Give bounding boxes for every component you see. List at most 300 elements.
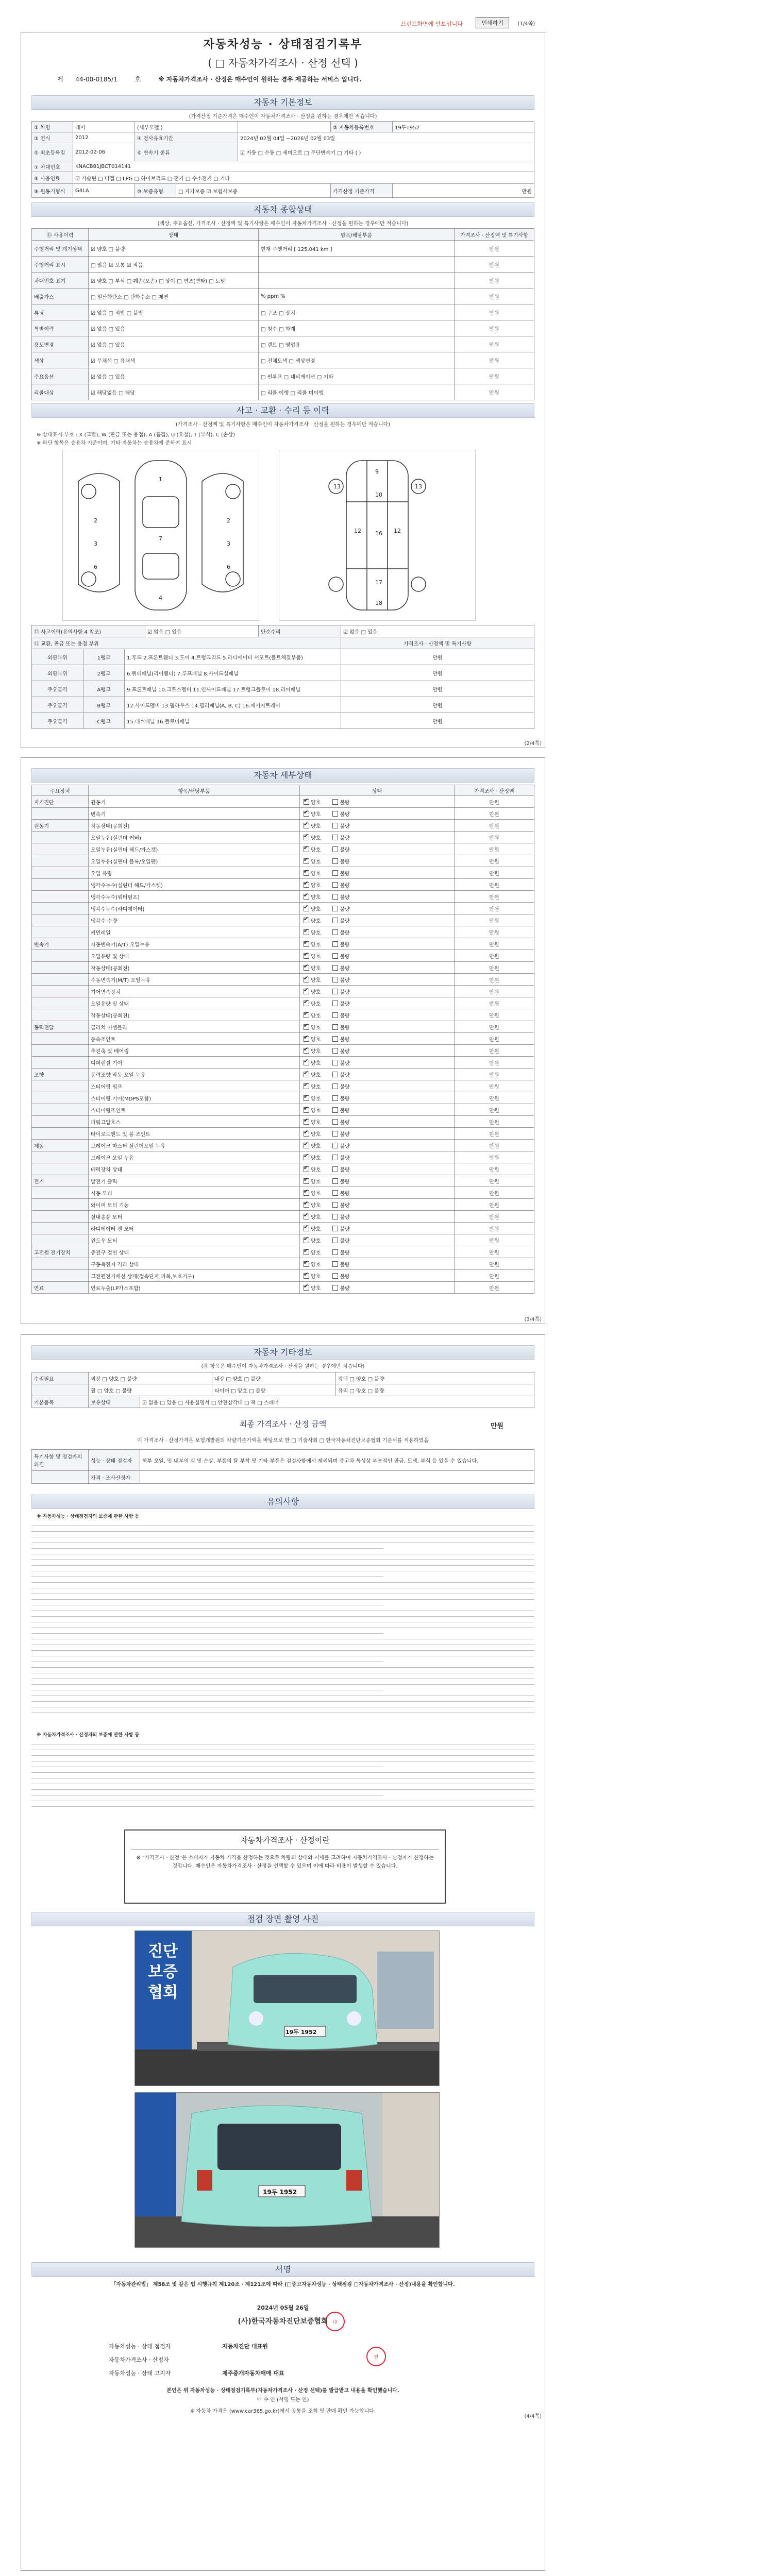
checkbox-good-icon xyxy=(304,835,309,840)
checkbox-bad-icon xyxy=(332,870,338,876)
checkbox-good-icon xyxy=(304,977,309,982)
table-row xyxy=(32,938,534,950)
checkbox-bad-icon xyxy=(332,1095,338,1101)
state-good-label: 양호 xyxy=(311,1108,321,1114)
detail-item-price: 만원 xyxy=(455,891,534,902)
checkbox-good-icon xyxy=(304,1238,309,1243)
detail-item-price: 만원 xyxy=(455,1021,534,1032)
document-title: 자동차성능 · 상태점검기록부 xyxy=(203,38,363,51)
print-note: 프린트화면에 안보입니다 xyxy=(400,21,463,27)
detail-item-price: 만원 xyxy=(455,796,534,807)
checkbox-bad-icon xyxy=(332,835,338,840)
detail-item-price: 만원 xyxy=(455,867,534,878)
detail-item-label: 오일누유(실린더 블록/오일팬) xyxy=(89,855,300,867)
detail-item-state xyxy=(300,1057,455,1068)
general-item-state: ☑ 없음 □ 있음 xyxy=(89,336,259,352)
sign-law-text: 「자동차관리법」 제58조 및 같은 법 시행규칙 제120조 · 제121조에 따라 (□중고자동차성능 · 상태점검 □자동차가격조사 · 산정)내용을 확인합니다. xyxy=(111,2282,455,2287)
table-row xyxy=(32,384,534,400)
table-row xyxy=(32,1223,534,1234)
detail-item-label: 자동변속기(A/T) 오일누유 xyxy=(89,938,300,950)
rank-parts: 12.사이드멤버 13.휠하우스 14.필러패널(A, B, C) 16.패키지트레이 xyxy=(125,697,341,713)
checkbox-bad-icon xyxy=(332,1048,338,1054)
state-bad-label: 불량 xyxy=(340,894,350,901)
detail-item-label: 고전원전기배선 상태(접속단자,피복,보호기구) xyxy=(89,1270,300,1281)
state-bad-label: 불량 xyxy=(340,1084,350,1090)
checkbox-bad-icon xyxy=(332,1202,338,1208)
sign-table xyxy=(109,2340,397,2380)
detail-item-state xyxy=(300,1116,455,1127)
basic-info-table xyxy=(31,121,534,198)
notice-title: 유의사항 xyxy=(31,1495,534,1509)
sign-role: 자동차성능 · 상태 점검자 xyxy=(109,2343,171,2350)
general-item-label: 주행거리 표시 xyxy=(32,257,89,272)
detail-group-label xyxy=(32,891,89,902)
checkbox-bad-icon xyxy=(332,965,338,971)
detail-item-label: 냉각수누수(워터펌프) xyxy=(89,891,300,902)
checkbox-good-icon xyxy=(304,811,309,817)
checkbox-good-icon xyxy=(304,1178,309,1184)
state-bad-label: 불량 xyxy=(340,1001,350,1007)
state-good-label: 양호 xyxy=(311,977,321,984)
detail-item-state xyxy=(300,914,455,926)
page-number-4: (4/4쪽) xyxy=(524,2414,542,2419)
detail-item-label: 스티어링 기어(MDPS포함) xyxy=(89,1092,300,1104)
inspector-seal-icon: 인 xyxy=(366,2347,386,2366)
general-item-label: 튜닝 xyxy=(32,304,89,320)
svg-text:12: 12 xyxy=(354,528,361,534)
table-row xyxy=(32,1021,534,1033)
detail-item-price: 만원 xyxy=(455,1187,534,1198)
checkbox-bad-icon xyxy=(332,799,338,805)
state-good-label: 양호 xyxy=(311,1072,321,1078)
detail-group-label xyxy=(32,1258,89,1269)
state-bad-label: 불량 xyxy=(340,1072,350,1078)
checkbox-good-icon xyxy=(304,1202,309,1208)
state-bad-label: 불량 xyxy=(340,1226,350,1232)
state-good-label: 양호 xyxy=(311,1262,321,1268)
state-good-label: 양호 xyxy=(311,1202,321,1209)
checkbox-bad-icon xyxy=(332,1249,338,1255)
state-bad-label: 불량 xyxy=(340,859,350,865)
checkbox-good-icon xyxy=(304,870,309,876)
state-bad-label: 불량 xyxy=(340,1285,350,1292)
detail-item-label: 타이로드엔드 및 볼 조인트 xyxy=(89,1128,300,1139)
detail-item-price: 만원 xyxy=(455,1080,534,1092)
detail-item-price: 만원 xyxy=(455,1234,534,1246)
detail-item-state xyxy=(300,1069,455,1080)
state-good-label: 양호 xyxy=(311,1285,321,1292)
etc-info-subtitle: (⑪ 항목은 매수인이 자동차가격조사 · 산정을 원하는 경우에만 적습니다) xyxy=(201,1364,365,1369)
detail-item-state xyxy=(300,1104,455,1115)
state-good-label: 양호 xyxy=(311,930,321,936)
detail-item-label: 변속기 xyxy=(89,808,300,819)
car-outer-diagram xyxy=(62,450,259,621)
table-row xyxy=(32,697,534,713)
detail-group-label: 동력전달 xyxy=(32,1021,89,1032)
detail-item-state xyxy=(300,891,455,902)
detail-group-label xyxy=(32,1057,89,1068)
detail-item-price: 만원 xyxy=(455,808,534,819)
detail-item-label: 스티어링 펌프 xyxy=(89,1080,300,1092)
general-item-label: 주요옵션 xyxy=(32,368,89,384)
table-row: ⑫ 사고이력(유의사항 4 참조) ☑ 없음 □ 있음 단순수리 ☑ 없음 □ 있음 xyxy=(32,625,534,637)
checkbox-bad-icon xyxy=(332,811,338,817)
state-good-label: 양호 xyxy=(311,883,321,889)
svg-text:6: 6 xyxy=(94,564,97,570)
detail-item-label: 오일유량 및 상태 xyxy=(89,950,300,961)
detail-item-label: 실내송풍 모터 xyxy=(89,1211,300,1222)
table-row xyxy=(32,1057,534,1069)
detail-group-label: 변속기 xyxy=(32,938,89,950)
general-item-price: 만원 xyxy=(455,352,534,368)
general-item-parts xyxy=(259,257,455,272)
table-row xyxy=(32,808,534,820)
table-row: 가격 · 조사산정자 xyxy=(32,1471,534,1484)
detail-group-label xyxy=(32,1116,89,1127)
state-good-label: 양호 xyxy=(311,1037,321,1043)
sign-row xyxy=(109,2366,397,2380)
general-state-table xyxy=(31,228,534,400)
checkbox-bad-icon xyxy=(332,953,338,959)
sign-role: 자동차성능 · 상태 고지자 xyxy=(109,2370,171,2377)
checkbox-bad-icon xyxy=(332,823,338,828)
state-bad-label: 불량 xyxy=(340,989,350,995)
detail-item-state xyxy=(300,1246,455,1258)
detail-item-price: 만원 xyxy=(455,914,534,926)
table-row xyxy=(32,665,534,681)
detail-item-label: 오일유량 및 상태 xyxy=(89,997,300,1009)
rank-label: C랭크 xyxy=(83,713,125,728)
sign-role: 자동차가격조사 · 산정자 xyxy=(109,2357,169,2363)
checkbox-good-icon xyxy=(304,1119,309,1125)
checkbox-good-icon xyxy=(304,1131,309,1137)
checkbox-bad-icon xyxy=(332,906,338,911)
detail-group-label xyxy=(32,1187,89,1198)
price-definition-text: ※ "가격조사 · 산정"은 소비자가 자동차 가격을 산정하는 것으로 차량의 상태와 시세를 고려하여 자동차가격조사 · 산정자가 산정하는 것입니다. 매수인은 자동차가격조사 · 산정을 선택할 수 있으며 이에 따라 비용이 발생할 수 있습니다. xyxy=(136,1855,434,1869)
detail-item-price: 만원 xyxy=(455,997,534,1009)
state-bad-label: 불량 xyxy=(340,1155,350,1161)
svg-text:3: 3 xyxy=(227,540,230,547)
car-frame-diagram xyxy=(279,450,476,621)
state-good-label: 양호 xyxy=(311,1226,321,1232)
rank-group: 외판부위 xyxy=(32,649,83,665)
detail-item-label: 냉각수 수량 xyxy=(89,914,300,926)
table-row xyxy=(32,257,534,273)
state-bad-label: 불량 xyxy=(340,1037,350,1043)
state-bad-label: 불량 xyxy=(340,1250,350,1256)
detail-item-state xyxy=(300,1128,455,1139)
general-item-parts: □ 썬루프 □ 네비게이션 □ 기타 xyxy=(259,368,455,384)
detail-group-label xyxy=(32,974,89,985)
doc-no: 44-00-0185/1 xyxy=(75,76,117,83)
general-item-state: □ 일산화탄소 □ 탄화수소 □ 매연 xyxy=(89,289,259,304)
detail-item-price: 만원 xyxy=(455,1270,534,1281)
svg-text:13: 13 xyxy=(333,483,341,490)
checkbox-good-icon xyxy=(304,1190,309,1196)
detail-item-label: 배력장치 상태 xyxy=(89,1163,300,1175)
detail-item-state xyxy=(300,1187,455,1198)
state-bad-label: 불량 xyxy=(340,811,350,818)
checkbox-good-icon xyxy=(304,1273,309,1279)
state-good-label: 양호 xyxy=(311,1084,321,1090)
rank-group: 외판부위 xyxy=(32,665,83,681)
detail-group-label xyxy=(32,1128,89,1139)
detail-item-price: 만원 xyxy=(455,1009,534,1021)
plate-number-rear: 19두 1952 xyxy=(263,2189,297,2196)
checkbox-good-icon xyxy=(304,1036,309,1042)
table-row xyxy=(32,1199,534,1211)
detail-item-state xyxy=(300,1140,455,1151)
rank-price: 만원 xyxy=(341,681,534,697)
state-good-label: 양호 xyxy=(311,1191,321,1197)
state-good-label: 양호 xyxy=(311,1120,321,1126)
notice-line xyxy=(31,1565,534,1566)
notice-text-2 xyxy=(31,1744,534,1812)
price-definition-title: 자동차가격조사 · 산정이란 xyxy=(240,1836,330,1845)
detail-item-state xyxy=(300,1021,455,1032)
checkbox-bad-icon xyxy=(332,1238,338,1243)
rank-price: 만원 xyxy=(341,713,534,728)
sign-row xyxy=(109,2340,397,2353)
state-good-label: 양호 xyxy=(311,965,321,972)
checkbox-bad-icon xyxy=(332,1024,338,1030)
table-row xyxy=(32,903,534,914)
detail-item-price: 만원 xyxy=(455,1092,534,1104)
checkbox-bad-icon xyxy=(332,1072,338,1077)
detail-item-state xyxy=(300,796,455,807)
notice-line xyxy=(31,1599,534,1600)
state-bad-label: 불량 xyxy=(340,1096,350,1102)
state-good-label: 양호 xyxy=(311,1001,321,1007)
state-good-label: 양호 xyxy=(311,1013,321,1019)
checkbox-bad-icon xyxy=(332,941,338,947)
detail-group-label xyxy=(32,879,89,890)
detail-group-label xyxy=(32,1234,89,1246)
checkbox-bad-icon xyxy=(332,1178,338,1184)
checkbox-good-icon xyxy=(304,1155,309,1160)
sign-date: 2024년 05월 26일 xyxy=(257,2304,309,2311)
state-bad-label: 불량 xyxy=(340,1108,350,1114)
notice-line xyxy=(31,1701,534,1702)
detail-item-price: 만원 xyxy=(455,950,534,961)
detail-group-label xyxy=(32,1163,89,1175)
state-good-label: 양호 xyxy=(311,894,321,901)
general-item-parts: □ 리콜 이행 □ 리콜 미이행 xyxy=(259,384,455,400)
general-item-label: 리콜대상 xyxy=(32,384,89,400)
general-item-price: 만원 xyxy=(455,336,534,352)
checkbox-bad-icon xyxy=(332,1036,338,1042)
state-good-label: 양호 xyxy=(311,942,321,948)
detail-item-price: 만원 xyxy=(455,926,534,938)
table-row xyxy=(32,1282,534,1294)
state-bad-label: 불량 xyxy=(340,1274,350,1280)
state-bad-label: 불량 xyxy=(340,1191,350,1197)
detail-item-price: 만원 xyxy=(455,974,534,985)
table-row: 특기사항 및 점검자의 의견 성능 · 상태 점검자 하부 오일, 및 내부의 실 및 손상, 부품의 탈 부착 및 기타 부품은 점검사항에서 제외되며 중고차 특성상 부분적인 판금, 도색, 부식 등 있을 수 있습니다. xyxy=(32,1450,534,1471)
detail-item-label: 윈도우 모터 xyxy=(89,1234,300,1246)
detail-group-label xyxy=(32,986,89,997)
state-bad-label: 불량 xyxy=(340,1202,350,1209)
general-item-label: 색상 xyxy=(32,352,89,368)
detail-group-label: 고전원 전기장치 xyxy=(32,1246,89,1258)
detail-item-state xyxy=(300,1282,455,1293)
general-item-price: 만원 xyxy=(455,320,534,336)
svg-text:17: 17 xyxy=(375,579,382,586)
state-bad-label: 불량 xyxy=(340,871,350,877)
checkbox-good-icon xyxy=(304,941,309,947)
table-row xyxy=(32,368,534,384)
detail-item-price: 만원 xyxy=(455,1199,534,1210)
general-item-label: 주행거리 및 계기상태 xyxy=(32,241,89,256)
svg-text:2: 2 xyxy=(94,517,97,524)
inspection-photo-front xyxy=(135,1930,440,2086)
state-bad-label: 불량 xyxy=(340,965,350,972)
detail-item-price: 만원 xyxy=(455,855,534,867)
state-good-label: 양호 xyxy=(311,954,321,960)
state-bad-label: 불량 xyxy=(340,1238,350,1244)
checkbox-bad-icon xyxy=(332,929,338,935)
checkbox-bad-icon xyxy=(332,1001,338,1006)
checkbox-bad-icon xyxy=(332,918,338,923)
table-row xyxy=(32,1246,534,1258)
detail-group-label xyxy=(32,997,89,1009)
detail-item-label: 커먼레일 xyxy=(89,926,300,938)
checkbox-good-icon xyxy=(304,1060,309,1065)
notice-text-1 xyxy=(31,1526,534,1718)
detail-group-label xyxy=(32,843,89,855)
detail-item-price: 만원 xyxy=(455,1104,534,1115)
table-row xyxy=(32,926,534,938)
svg-text:4: 4 xyxy=(159,595,162,601)
checkbox-good-icon xyxy=(304,858,309,864)
detail-group-label xyxy=(32,1045,89,1056)
detail-group-label: 연료 xyxy=(32,1282,89,1293)
table-row xyxy=(32,950,534,962)
print-button[interactable]: 인쇄하기 xyxy=(476,17,509,28)
general-item-state: □ 많음 ☑ 보통 ☑ 적음 xyxy=(89,257,259,272)
detail-item-price: 만원 xyxy=(455,1211,534,1222)
detail-group-label xyxy=(32,914,89,926)
table-row xyxy=(32,1175,534,1187)
detail-item-label: 냉각수누수(라디에이터) xyxy=(89,903,300,914)
general-item-parts: □ 전체도색 □ 색상변경 xyxy=(259,352,455,368)
state-bad-label: 불량 xyxy=(340,1167,350,1173)
final-price-note: 이 가격조사 · 산정가격은 보험개발원의 차량기준가액을 바탕으로 한 □ 기술사회 □ 한국자동차진단보증협회 기준서를 적용하였음 xyxy=(137,1438,429,1444)
table-row xyxy=(32,879,534,891)
general-item-price: 만원 xyxy=(455,289,534,304)
general-item-price: 만원 xyxy=(455,257,534,272)
state-bad-label: 불량 xyxy=(340,954,350,960)
detail-item-label: 시동 모터 xyxy=(89,1187,300,1198)
svg-text:12: 12 xyxy=(394,528,401,534)
detail-group-label xyxy=(32,1223,89,1234)
footer-note: ※ 자동차 가격은 (www.car365.go.kr)에서 공통을 조회 및 판매 확인 가능합니다. xyxy=(190,2409,376,2414)
detail-item-price: 만원 xyxy=(455,1140,534,1151)
general-item-state: ☑ 없음 □ 적법 □ 불법 xyxy=(89,304,259,320)
notice-heading-2: ※ 자동차가격조사 · 산정자의 보증에 관한 사항 등 xyxy=(37,1733,140,1738)
detail-item-price: 만원 xyxy=(455,1163,534,1175)
table-row xyxy=(32,1234,534,1246)
state-good-label: 양호 xyxy=(311,1274,321,1280)
sheet-page-2 xyxy=(21,757,545,1324)
general-item-parts: % ppm % xyxy=(259,289,455,304)
state-bad-label: 불량 xyxy=(340,1179,350,1185)
table-row xyxy=(32,1045,534,1057)
checkbox-bad-icon xyxy=(332,1143,338,1148)
page-number-2: (2/4쪽) xyxy=(524,741,542,747)
detail-item-price: 만원 xyxy=(455,1045,534,1056)
table-row xyxy=(32,855,534,867)
state-good-label: 양호 xyxy=(311,811,321,818)
sheet-page-1 xyxy=(21,32,545,748)
state-good-label: 양호 xyxy=(311,1238,321,1244)
table-row xyxy=(32,1163,534,1175)
table-row xyxy=(32,1258,534,1270)
notice-line xyxy=(31,1531,534,1532)
detail-item-label: 냉각수누수(실린더 헤드/가스켓) xyxy=(89,879,300,890)
buyer-sign: 매 수 인 (서명 또는 인) xyxy=(257,2397,309,2403)
doc-no-label: 제 xyxy=(57,76,63,83)
state-bad-label: 불량 xyxy=(340,847,350,853)
checkbox-good-icon xyxy=(304,1083,309,1089)
organization-seal-icon: 印 xyxy=(325,2312,345,2331)
table-row xyxy=(32,681,534,697)
rank-label: B랭크 xyxy=(83,697,125,713)
doc-no-suffix: 호 xyxy=(135,76,141,83)
state-good-label: 양호 xyxy=(311,906,321,912)
notice-line xyxy=(31,1650,534,1651)
detail-group-label xyxy=(32,903,89,914)
detail-item-label: 스티어링조인트 xyxy=(89,1104,300,1115)
checkbox-good-icon xyxy=(304,1072,309,1077)
accident-note-2: ※ 하단 항목은 승용차 기준이며, 기타 자동차는 승용차에 준하여 표시 xyxy=(37,440,192,446)
table-row xyxy=(32,1009,534,1021)
etc-info-title: 자동차 기타정보 xyxy=(31,1345,534,1360)
checkbox-good-icon xyxy=(304,1285,309,1291)
detail-state-title: 자동차 세부상태 xyxy=(31,768,534,783)
state-bad-label: 불량 xyxy=(340,942,350,948)
detail-item-label: 작동상태(공회전) xyxy=(89,820,300,831)
detail-item-label: 오일누유(실린더 헤드/가스켓) xyxy=(89,843,300,855)
state-bad-label: 불량 xyxy=(340,883,350,889)
rank-parts: 6.쿼터패널(리어휀더) 7.루프패널 8.사이드실패널 xyxy=(125,665,341,681)
accident-note-1: ※ 상태표시 부호 : X (교환), W (판금 또는 용접), A (흠집), U (요철), T (부식), C (손상) xyxy=(37,432,236,438)
table-row xyxy=(32,1080,534,1092)
plate-number-front: 19두 1952 xyxy=(285,2029,317,2036)
table-row xyxy=(32,986,534,997)
rank-parts: 15.대쉬패널 16.플로어패널 xyxy=(125,713,341,728)
checkbox-good-icon xyxy=(304,965,309,971)
general-item-price: 만원 xyxy=(455,304,534,320)
detail-item-label: 디퍼렌셜 기어 xyxy=(89,1057,300,1068)
state-good-label: 양호 xyxy=(311,800,321,806)
notice-line xyxy=(31,1806,534,1807)
detail-item-label: 등속조인트 xyxy=(89,1033,300,1044)
checkbox-bad-icon xyxy=(332,1107,338,1113)
state-good-label: 양호 xyxy=(311,1143,321,1149)
detail-group-label xyxy=(32,1211,89,1222)
detail-group-label xyxy=(32,962,89,973)
detail-item-label: 기어변속장치 xyxy=(89,986,300,997)
rank-group: 주요골격 xyxy=(32,697,83,713)
state-good-label: 양호 xyxy=(311,859,321,865)
checkbox-bad-icon xyxy=(332,1012,338,1018)
state-bad-label: 불량 xyxy=(340,977,350,984)
checkbox-bad-icon xyxy=(332,1119,338,1125)
checkbox-good-icon xyxy=(304,1107,309,1113)
general-item-state: ☑ 양호 □ 부식 □ 훼손(오손) □ 상이 □ 변조(변타) □ 도말 xyxy=(89,273,259,288)
detail-item-price: 만원 xyxy=(455,1246,534,1258)
